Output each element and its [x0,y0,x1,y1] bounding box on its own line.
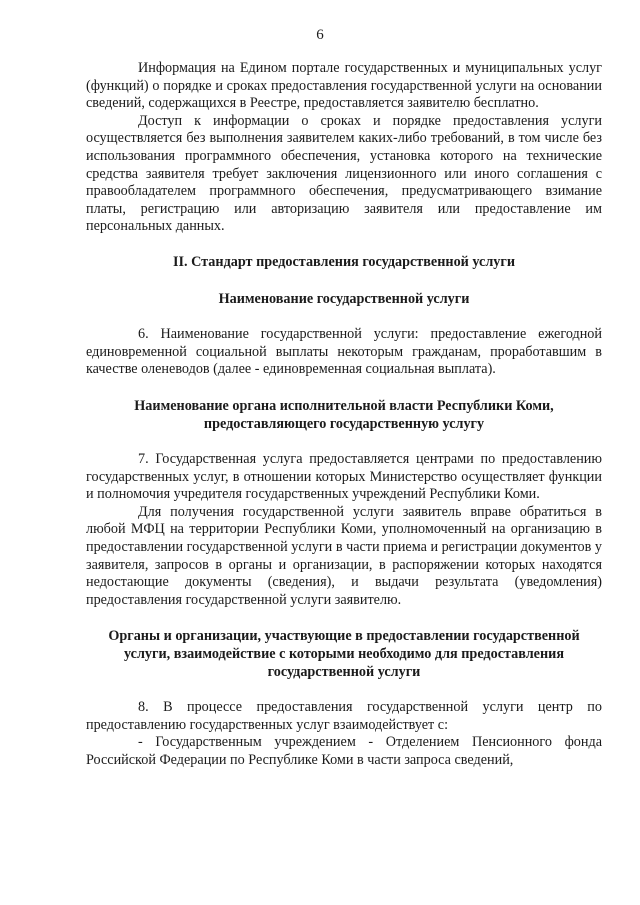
paragraph-item-8: 8. В процессе предоставления государственной услуги центр по предоставлению государственных услуг взаимодействует с: [86,699,602,733]
paragraph-item-7: 7. Государственная услуга предоставляется центрами по предоставлению государственных услуг, в отношении которых Министерство осуществляет функции и полномочия учредителя государственных учреждений Республики Коми. [86,451,602,503]
heading-executive-body: Наименование органа исполнительной власти Республики Коми, предоставляющего государственную услугу [134,397,554,432]
paragraph-item-6: 6. Наименование государственной услуги: предоставление ежегодной единовременной социальной выплаты некоторым гражданам, проработавшим в качестве оленеводов (далее - единовременная социальная выплата). [86,326,602,378]
heading-participating-bodies: Органы и организации, участвующие в предоставлении государственной услуги, взаимодействие с которыми необходимо для предоставления государственной услуги [108,628,580,680]
page-number: 6 [316,27,324,43]
heading-service-name: Наименование государственной услуги [218,290,470,307]
paragraph-access-info: Доступ к информации о сроках и порядке предоставления услуги осуществляется без выполнения заявителем каких-либо требований, в том числе без использования программного обеспечения, установка которого на технические средства заявителя требует заключения лицензионного или иного соглашения с правообладателем программного обеспечения, предусматривающего взимание платы, регистрацию или авторизацию заявителя или предоставление им персональных данных. [86,112,602,235]
paragraph-portal-info: Информация на Едином портале государственных и муниципальных услуг (функций) о порядке и сроках предоставления государственной услуги на основании сведений, содержащихся в Реестре, предоставляется заявителю бесплатно. [86,60,602,112]
document-body [86,60,602,770]
paragraph-mfc-info: Для получения государственной услуги заявитель вправе обратиться в любой МФЦ на территории Республики Коми, уполномоченный на организацию в предоставлении государственной услуги в части приема и регистрации документов у заявителя, запросов в органы и организации, в распоряжении которых находятся недостающие документы (сведения), и выдачи результата (уведомления) предоставления государственной услуги заявителю. [86,503,602,608]
section-heading: II. Стандарт предоставления государственной услуги [172,253,516,270]
paragraph-item-8-pension-fund: - Государственным учреждением - Отделением Пенсионного фонда Российской Федерации по Республике Коми в части запроса сведений, [86,734,602,768]
